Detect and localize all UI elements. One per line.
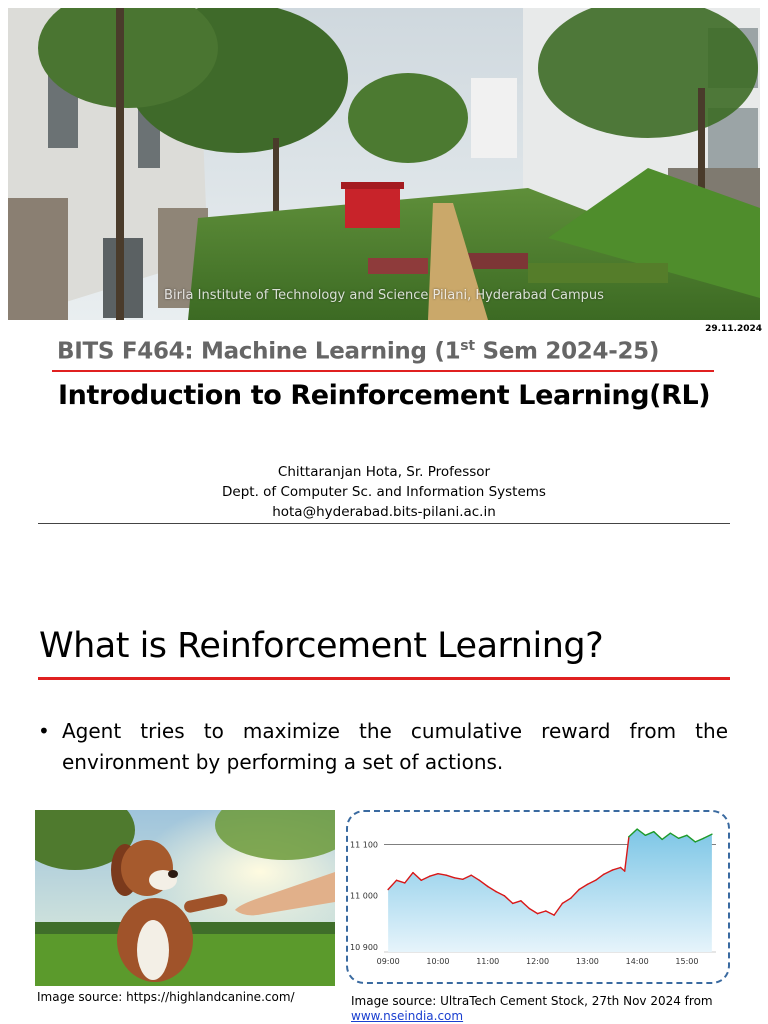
author-name: Chittaranjan Hota, Sr. Professor	[277, 464, 491, 480]
x-tick-label: 14:00	[625, 957, 649, 966]
price-point	[462, 879, 463, 880]
price-point	[487, 886, 488, 887]
y-tick-label: 10 900	[350, 942, 378, 952]
price-point	[437, 873, 438, 874]
price-point	[479, 880, 480, 881]
slide-date: 29.11.2024	[705, 324, 762, 334]
price-area	[388, 829, 712, 952]
x-tick-label: 13:00	[575, 957, 599, 966]
slide1-title: Introduction to Reinforcement Learning(RL)	[58, 380, 711, 411]
price-point	[404, 882, 405, 883]
x-tick-label: 12:00	[526, 957, 550, 966]
price-point	[678, 838, 679, 839]
price-point	[711, 834, 712, 835]
nse-link[interactable]: www.nseindia.com	[351, 1009, 464, 1023]
x-tick-label: 09:00	[376, 957, 400, 966]
price-point	[396, 880, 397, 881]
x-tick-label: 15:00	[675, 957, 699, 966]
price-point	[595, 880, 596, 881]
price-point	[570, 898, 571, 899]
course-title	[57, 338, 659, 365]
bullet-text: Agent tries to maximize the cumulative reward from the environment by performing a set of actions.	[62, 719, 728, 774]
price-point	[545, 910, 546, 911]
price-point	[637, 829, 638, 830]
price-point	[662, 839, 663, 840]
slide2-title: What is Reinforcement Learning?	[39, 626, 604, 666]
price-point	[645, 835, 646, 836]
y-tick-label: 11 100	[350, 840, 378, 850]
course-title-superscript: st	[460, 338, 475, 354]
campus-photo	[8, 8, 760, 320]
price-point	[562, 903, 563, 904]
price-point	[429, 876, 430, 877]
photo-caption: Birla Institute of Technology and Science Pilani, Hyderabad Campus	[164, 288, 604, 303]
y-tick-label: 11 000	[350, 891, 378, 901]
bullet-point	[38, 716, 728, 778]
price-point	[512, 903, 513, 904]
price-point	[388, 889, 389, 890]
price-point	[554, 915, 555, 916]
x-tick-label: 10:00	[426, 957, 450, 966]
chart-area	[388, 829, 712, 952]
author-email: hota@hyderabad.bits-pilani.ac.in	[272, 504, 496, 520]
course-title-prefix: BITS F464: Machine Learning (1	[57, 338, 461, 365]
x-tick-label: 11:00	[476, 957, 500, 966]
price-point	[612, 870, 613, 871]
course-title-suffix: Sem 2024-25)	[474, 338, 660, 365]
stock-chart	[346, 810, 730, 984]
price-point	[446, 875, 447, 876]
image2-source	[351, 994, 713, 1024]
slide2-title-underline	[38, 677, 730, 680]
author-department: Dept. of Computer Sc. and Information Systems	[222, 484, 546, 500]
price-point	[537, 913, 538, 914]
price-point	[653, 831, 654, 832]
price-point	[628, 836, 629, 837]
campus-photo-image	[8, 8, 760, 320]
price-point	[454, 877, 455, 878]
price-point	[496, 891, 497, 892]
price-point	[620, 867, 621, 868]
price-point	[695, 841, 696, 842]
chart-x-axis	[377, 957, 699, 966]
price-point	[603, 874, 604, 875]
dog-handshake-photo	[35, 810, 335, 986]
price-point	[520, 900, 521, 901]
price-point	[670, 833, 671, 834]
stock-chart-svg	[348, 812, 728, 982]
price-point	[471, 875, 472, 876]
slide1-divider	[38, 523, 730, 524]
price-point	[686, 835, 687, 836]
price-point	[703, 838, 704, 839]
price-point	[624, 871, 625, 872]
image2-source-text: Image source: UltraTech Cement Stock, 27th Nov 2024 from	[351, 994, 713, 1008]
price-point	[504, 895, 505, 896]
dog-photo-image	[35, 810, 335, 986]
bullet-icon: •	[38, 719, 50, 743]
price-point	[412, 872, 413, 873]
price-point	[421, 880, 422, 881]
image1-source: Image source: https://highlandcanine.com/	[37, 990, 295, 1004]
price-point	[579, 889, 580, 890]
price-point	[587, 884, 588, 885]
author-block	[0, 462, 768, 522]
chart-y-axis	[350, 840, 378, 951]
price-point	[529, 908, 530, 909]
title-underline	[52, 370, 714, 372]
